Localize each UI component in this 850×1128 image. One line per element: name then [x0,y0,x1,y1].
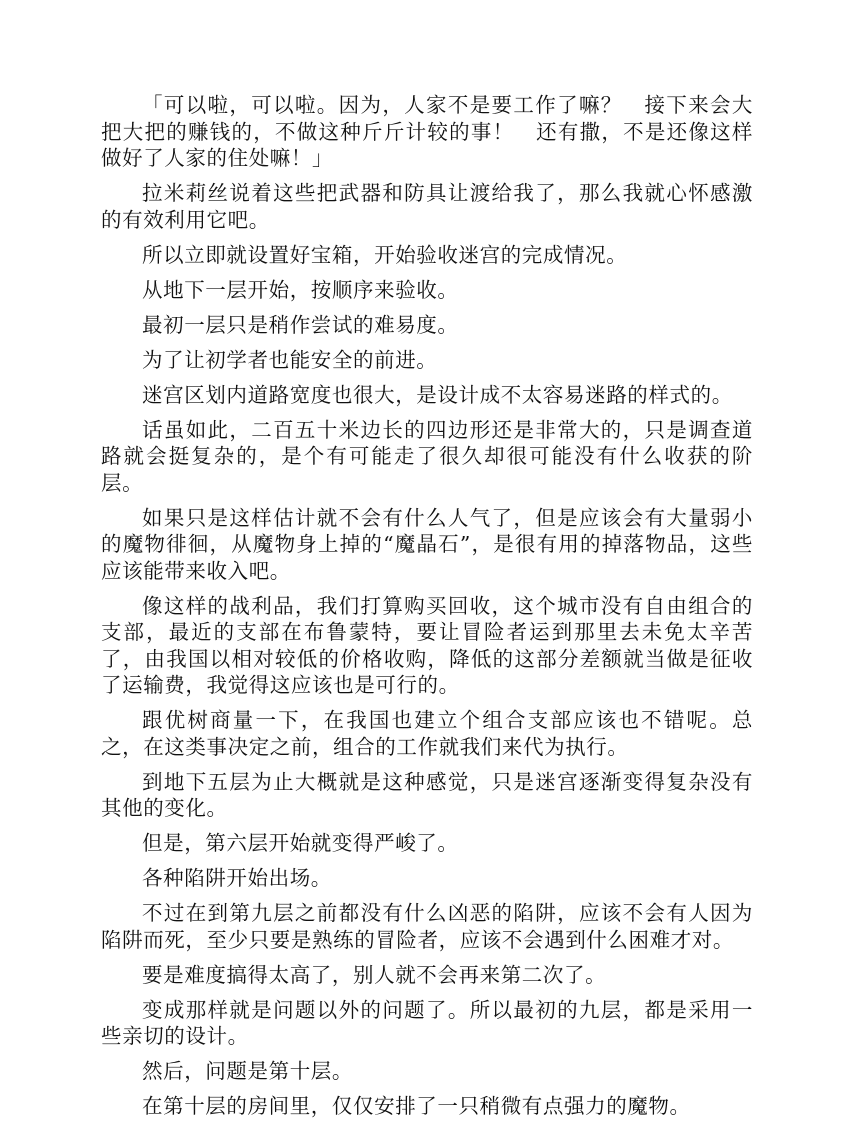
paragraph: 跟优树商量一下，在我国也建立个组合支部应该也不错呢。总之，在这类事决定之前，组合的工作就我们来代为执行。 [101,708,753,759]
paragraph: 像这样的战利品，我们打算购买回收，这个城市没有自由组合的支部，最近的支部在布鲁蒙特，要让冒险者运到那里去未免太辛苦了，由我国以相对较低的价格收购，降低的这部分差额就当做是征收了运输费，我觉得这应该也是可行的。 [101,593,753,697]
paragraph: 迷宫区划内道路宽度也很大，是设计成不太容易迷路的样式的。 [142,382,733,407]
paragraph: 拉米莉丝说着这些把武器和防具让渡给我了，那么我就心怀感激的有效利用它吧。 [101,181,753,232]
paragraph: 不过在到第九层之前都没有什么凶恶的陷阱，应该不会有人因为陷阱而死，至少只要是熟练的冒险者，应该不会遇到什么困难才对。 [101,901,753,952]
paragraph: 变成那样就是问题以外的问题了。所以最初的九层，都是采用一些亲切的设计。 [101,997,753,1048]
document-page [101,92,753,1128]
paragraph: 最初一层只是稍作尝试的难易度。 [142,312,459,337]
paragraph: 如果只是这样估计就不会有什么人气了，但是应该会有大量弱小的魔物徘徊，从魔物身上掉的“魔晶石”，是很有用的掉落物品，这些应该能带来收入吧。 [101,505,753,583]
paragraph: 在第十层的房间里，仅仅安排了一只稍微有点强力的魔物。 [142,1094,691,1118]
paragraph: 「可以啦，可以啦。因为，人家不是要工作了嘛？ 接下来会大把大把的赚钱的，不做这种斤斤计较的事！ 还有撒，不是还像这样做好了人家的住处嘛！」 [101,93,753,170]
paragraph: 所以立即就设置好宝箱，开始验收迷宫的完成情况。 [142,242,628,267]
paragraph: 从地下一层开始，按顺序来验收。 [142,277,459,302]
paragraph: 但是，第六层开始就变得严峻了。 [142,831,459,855]
paragraph: 话虽如此，二百五十米边长的四边形还是非常大的，只是调查道路就会挺复杂的，是个有可能走了很久却很可能没有什么收获的阶层。 [101,417,753,495]
paragraph: 各种陷阱开始出场。 [142,866,332,890]
paragraph: 为了让初学者也能安全的前进。 [142,347,438,372]
paragraph: 要是难度搞得太高了，别人就不会再来第二次了。 [142,962,607,987]
paragraph: 然后，问题是第十层。 [142,1059,353,1083]
paragraph: 到地下五层为止大概就是这种感觉，只是迷宫逐渐变得复杂没有其他的变化。 [101,769,753,820]
